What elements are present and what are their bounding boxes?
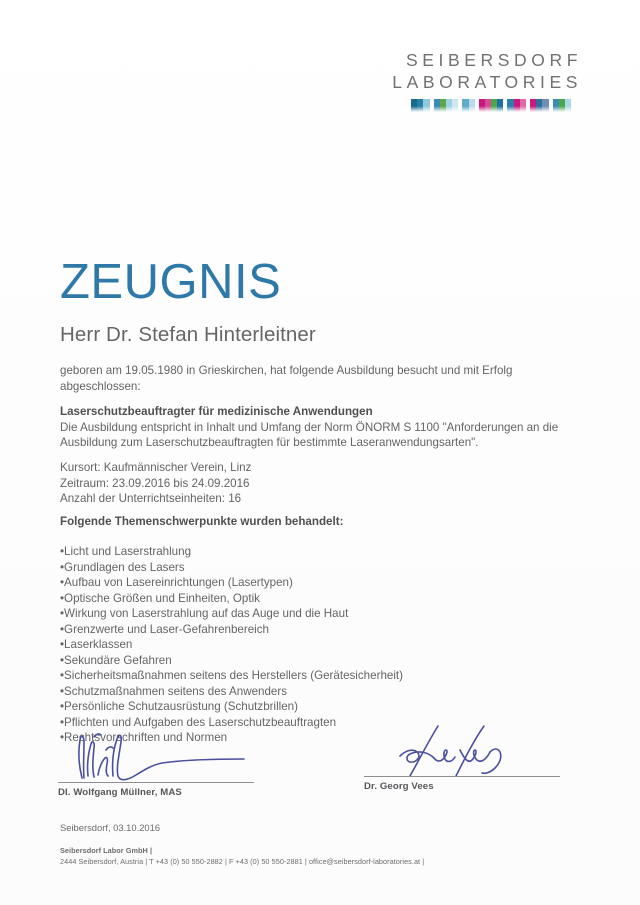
logo-bar-segment <box>565 99 571 112</box>
footer-place-date: Seibersdorf, 03.10.2016 <box>60 822 161 833</box>
signature-rule-left <box>58 782 254 783</box>
signature-rule-right <box>364 776 560 777</box>
course-period: Zeitraum: 23.09.2016 bis 24.09.2016 <box>60 476 250 490</box>
course-description-line-2: Ausbildung zum Laserschutzbeauftragten für bestimmte Laseranwendungsarten". <box>60 436 479 449</box>
logo-text-line2: LABORATORIES <box>392 71 582 92</box>
footer-legal <box>60 845 424 867</box>
topic-item: •Grundlagen des Lasers <box>60 560 185 574</box>
topic-item: •Licht und Laserstrahlung <box>60 545 192 558</box>
logo-text-line1: SEIBERSDORF <box>405 50 582 70</box>
topics-list <box>60 544 560 746</box>
signature-block-left <box>58 730 254 798</box>
footer-company: Seibersdorf Labor GmbH | <box>60 846 153 855</box>
footer-contact: 2444 Seibersdorf, Austria | T +43 (0) 50 550-2882 | F +43 (0) 50 550-2881 | office@seibersdorf-laboratories.at | <box>60 857 425 866</box>
course-location: Kursort: Kaufmännischer Verein, Linz <box>60 461 252 474</box>
course-description-line-1: Die Ausbildung entspricht in Inhalt und Umfang der Norm ÖNORM S 1100 "Anforderungen an die <box>60 420 559 434</box>
course-units: Anzahl der Unterrichtseinheiten: 16 <box>60 492 242 505</box>
course-details <box>60 460 560 507</box>
signature-mark-georg-vees <box>364 724 560 776</box>
topic-item: •Rechtsvorschriften und Normen <box>60 731 228 744</box>
course-title: Laserschutzbeauftragter für medizinische Anwendungen <box>60 405 373 418</box>
topic-item: •Optische Größen und Einheiten, Optik <box>60 591 260 605</box>
recipient-name: Herr Dr. Stefan Hinterleitner <box>60 323 316 346</box>
signatory-name-right: Dr. Georg Vees <box>364 781 434 792</box>
topic-item: •Schutzmaßnahmen seitens des Anwenders <box>60 684 288 698</box>
seibersdorf-laboratories-logo <box>282 52 582 112</box>
topic-item: •Aufbau von Lasereinrichtungen (Lasertypen) <box>60 576 293 589</box>
topic-item: •Persönliche Schutzausrüstung (Schutzbrillen) <box>60 700 298 713</box>
signature-block-right <box>364 724 560 792</box>
topic-item: •Sekundäre Gefahren <box>60 653 172 667</box>
intro-line-2: abgeschlossen: <box>60 379 141 393</box>
signature-mark-wolfgang-muellner <box>58 730 254 782</box>
topic-item: •Sicherheitsmaßnahmen seitens des Herstellers (Gerätesicherheit) <box>60 669 403 682</box>
topic-item: •Laserklassen <box>60 638 133 651</box>
topic-item: •Grenzwerte und Laser-Gefahrenbereich <box>60 622 269 636</box>
logo-color-bar <box>411 99 582 112</box>
signatory-name-left: DI. Wolfgang Müllner, MAS <box>58 787 182 798</box>
topics-heading: Folgende Themenschwerpunkte wurden behandelt: <box>60 515 344 528</box>
course-block <box>60 404 560 451</box>
topic-item: •Wirkung von Laserstrahlung auf das Auge und die Haut <box>60 607 349 620</box>
intro-line-1: geboren am 19.05.1980 in Grieskirchen, hat folgende Ausbildung besucht und mit Erfolg <box>60 364 513 377</box>
page-title: ZEUGNIS <box>60 255 282 309</box>
intro-paragraph <box>60 363 560 394</box>
topic-item: •Pflichten und Aufgaben des Laserschutzbeauftragten <box>60 715 337 729</box>
